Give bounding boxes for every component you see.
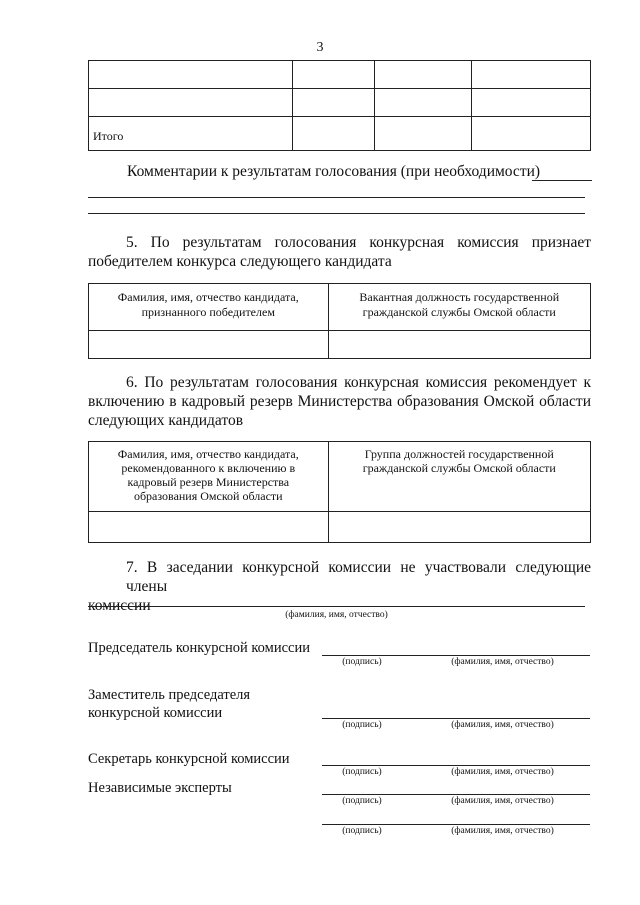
signature-caption: (подпись) <box>342 767 382 777</box>
header-text: Фамилия, имя, отчество кандидата, <box>117 447 299 461</box>
position-group-header <box>328 442 590 512</box>
deputy-label-line-2: конкурсной комиссии <box>88 705 223 721</box>
page-number: 3 <box>316 40 324 55</box>
signature-caption: (подпись) <box>342 720 382 730</box>
winner-name-header <box>89 284 329 331</box>
comments-field-3[interactable] <box>88 213 585 214</box>
winner-table <box>88 283 591 359</box>
expert-1-signature-field[interactable] <box>322 794 590 795</box>
table-cell[interactable] <box>472 89 591 117</box>
secretary-label: Секретарь конкурсной комиссии <box>88 751 290 767</box>
table-cell[interactable] <box>375 117 472 151</box>
absent-members-field[interactable] <box>88 606 585 607</box>
chairman-label: Председатель конкурсной комиссии <box>88 640 310 656</box>
deputy-label-line-1: Заместитель председателя <box>88 687 251 703</box>
name-caption: (фамилия, имя, отчество) <box>451 767 554 777</box>
expert-2-signature-field[interactable] <box>322 824 590 825</box>
table-row <box>89 89 591 117</box>
section-6-text <box>88 373 591 430</box>
total-row <box>89 117 591 151</box>
table-cell[interactable] <box>472 117 591 151</box>
experts-label: Независимые эксперты <box>88 780 232 796</box>
candidate-name-cell[interactable] <box>89 512 329 543</box>
section-6-line-1: 6. По результатам голосования конкурсная комиссия рекомендует к <box>126 374 591 391</box>
header-text: гражданской службы Омской области <box>362 305 556 319</box>
table-cell[interactable] <box>292 117 375 151</box>
table-cell[interactable] <box>375 61 472 89</box>
table-header-row <box>89 284 591 331</box>
table-header-row <box>89 442 591 512</box>
deputy-signature-field[interactable] <box>322 718 590 719</box>
chairman-signature-field[interactable] <box>322 655 590 656</box>
signature-caption: (подпись) <box>342 796 382 806</box>
header-text: рекомендованного к включению в <box>121 461 296 475</box>
vacant-position-cell[interactable] <box>328 331 591 359</box>
header-text: кадровый резерв Министерства <box>127 475 290 489</box>
section-7-line-1: 7. В заседании конкурсной комиссии не участвовали следующие члены <box>126 559 591 595</box>
table-cell[interactable] <box>89 61 293 89</box>
name-caption: (фамилия, имя, отчество) <box>451 826 554 836</box>
comments-label: Комментарии к результатам голосования (при необходимости) <box>127 163 541 180</box>
table-row <box>89 61 591 89</box>
table-cell[interactable] <box>292 61 375 89</box>
vacant-position-header <box>328 284 591 331</box>
total-label: Итого <box>89 117 293 151</box>
header-text: Фамилия, имя, отчество кандидата, <box>117 290 299 304</box>
section-5-text <box>88 233 591 271</box>
section-7-line-2: комиссии <box>88 597 151 614</box>
header-text: Вакантная должность государственной <box>359 290 560 304</box>
absent-members-caption: (фамилия, имя, отчество) <box>285 610 388 620</box>
reserve-table <box>88 441 591 543</box>
section-6-line-3: следующих кандидатов <box>88 412 244 429</box>
header-text: гражданской службы Омской области <box>362 461 556 475</box>
comments-field-2[interactable] <box>88 197 585 198</box>
section-6-line-2: включению в кадровый резерв Министерства образования Омской области <box>88 393 591 410</box>
name-caption: (фамилия, имя, отчество) <box>451 720 554 730</box>
table-row <box>89 512 591 543</box>
position-group-cell[interactable] <box>328 512 590 543</box>
signature-caption: (подпись) <box>342 657 382 667</box>
section-5-line-1: 5. По результатам голосования конкурсная комиссия признает <box>126 234 591 251</box>
voting-results-table <box>88 60 591 151</box>
candidate-name-header <box>89 442 329 512</box>
section-5-line-2: победителем конкурса следующего кандидата <box>88 253 392 270</box>
name-caption: (фамилия, имя, отчество) <box>451 796 554 806</box>
table-cell[interactable] <box>472 61 591 89</box>
signature-caption: (подпись) <box>342 826 382 836</box>
header-text: Группа должностей государственной <box>364 447 554 461</box>
table-row <box>89 331 591 359</box>
name-caption: (фамилия, имя, отчество) <box>451 657 554 667</box>
comments-field-1[interactable] <box>532 180 592 181</box>
winner-name-cell[interactable] <box>89 331 329 359</box>
table-cell[interactable] <box>89 89 293 117</box>
header-text: признанного победителем <box>141 305 275 319</box>
table-cell[interactable] <box>292 89 375 117</box>
table-cell[interactable] <box>375 89 472 117</box>
header-text: образования Омской области <box>133 489 283 503</box>
secretary-signature-field[interactable] <box>322 765 590 766</box>
